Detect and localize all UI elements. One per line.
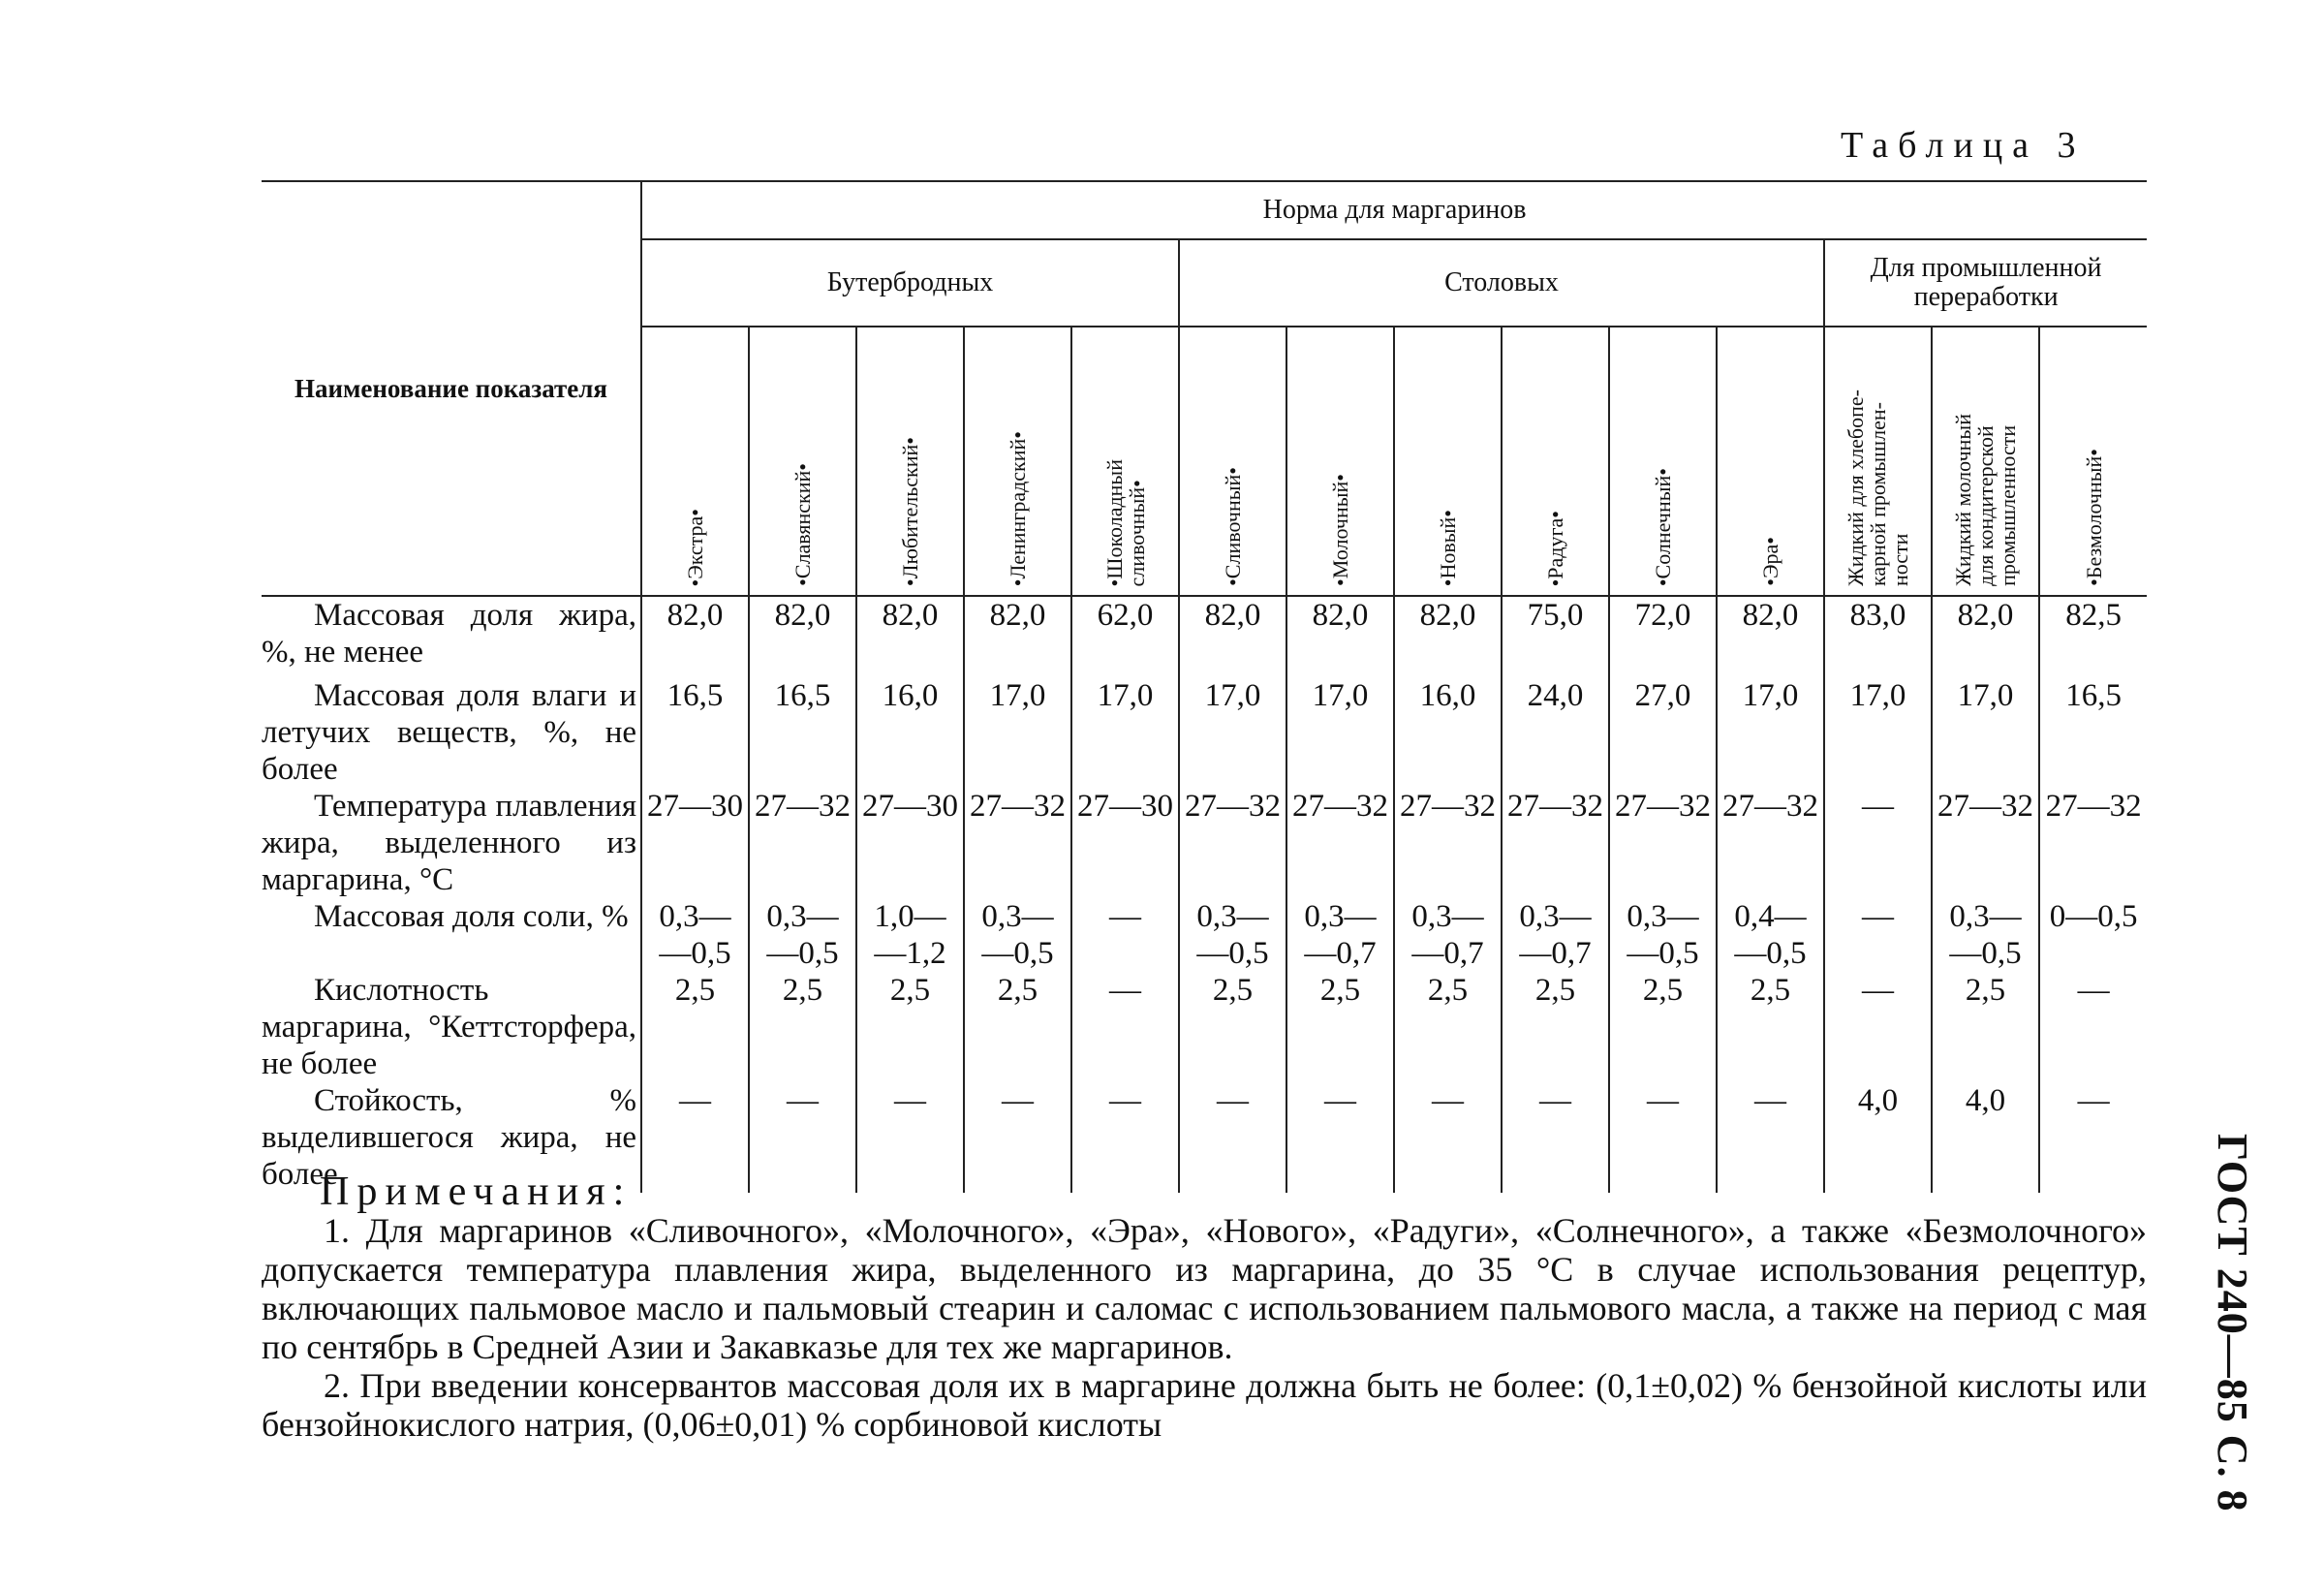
variety-label: •Любительский• — [898, 436, 922, 586]
table-cell: 2,5 — [1502, 972, 1609, 1082]
table-cell: 4,0 — [1824, 1082, 1932, 1193]
table-cell: — — [1394, 1082, 1502, 1193]
table-cell: 75,0 — [1502, 596, 1609, 677]
table-cell: — — [856, 1082, 964, 1193]
variety-header-confectionery-liquid — [1932, 327, 2039, 596]
table-cell: 24,0 — [1502, 677, 1609, 788]
variety-label: •Эра• — [1758, 537, 1782, 586]
group-industrial-header: Для промышленной переработки — [1824, 239, 2147, 327]
table-cell: — — [1502, 1082, 1609, 1193]
table-cell: 16,5 — [641, 677, 749, 788]
table-cell: 0,4— —0,5 — [1717, 898, 1824, 972]
table-cell: 82,0 — [1394, 596, 1502, 677]
table-cell: 0,3— —0,7 — [1502, 898, 1609, 972]
table-cell: 0,3— —0,7 — [1286, 898, 1394, 972]
variety-label: •Новый• — [1436, 509, 1460, 586]
table-cell: 72,0 — [1609, 596, 1717, 677]
table-cell: 2,5 — [856, 972, 964, 1082]
table-cell: 82,0 — [1286, 596, 1394, 677]
variety-label: •Молочный• — [1328, 474, 1352, 586]
table-cell: 27—30 — [641, 788, 749, 898]
document-reference: ГОСТ 240—85 С. 8 — [2209, 1134, 2256, 1512]
variety-label: •Шоколадный сливочный• — [1101, 458, 1149, 586]
row-parameter-name: Кислотность маргарина, °Кеттсторфера, не более — [262, 973, 636, 1081]
table-cell: 27—32 — [1609, 788, 1717, 898]
table-cell: 82,0 — [1717, 596, 1824, 677]
table-cell: 27—32 — [1286, 788, 1394, 898]
table-cell: — — [1824, 898, 1932, 972]
table-row — [262, 596, 2147, 677]
table-cell: 2,5 — [1717, 972, 1824, 1082]
group-sandwich-header: Бутербродных — [641, 239, 1179, 327]
table-cell: 17,0 — [1824, 677, 1932, 788]
variety-header-shokoladny — [1071, 327, 1179, 596]
table-cell: — — [749, 1082, 856, 1193]
table-cell: 2,5 — [641, 972, 749, 1082]
table-cell: 83,0 — [1824, 596, 1932, 677]
table-cell: 17,0 — [1179, 677, 1286, 788]
table-cell: 27—32 — [1502, 788, 1609, 898]
table-row — [262, 677, 2147, 788]
variety-label: Жидкий для хлебопе- карной промышлен- ности — [1844, 389, 1912, 586]
table-cell: 0,3— —0,5 — [641, 898, 749, 972]
variety-header-solnechny — [1609, 327, 1717, 596]
variety-header-bakery-liquid — [1824, 327, 1932, 596]
notes-title: Примечания: — [320, 1169, 633, 1214]
param-column-header: Наименование показателя — [262, 181, 641, 596]
table-cell: 27—30 — [856, 788, 964, 898]
variety-header-era — [1717, 327, 1824, 596]
table-cell: 82,0 — [641, 596, 749, 677]
row-parameter-name: Массовая доля жира, %, не менее — [262, 596, 641, 677]
notes-section — [262, 1169, 2147, 1444]
group-table-header: Столовых — [1179, 239, 1824, 327]
variety-header-raduga — [1502, 327, 1609, 596]
table-cell: 16,5 — [2039, 677, 2147, 788]
table-row — [262, 788, 2147, 898]
table-cell: 82,0 — [1932, 596, 2039, 677]
table-cell: 0—0,5 — [2039, 898, 2147, 972]
variety-label: •Солнечный• — [1651, 467, 1675, 586]
variety-label: •Экстра• — [683, 508, 707, 586]
table-cell: 82,0 — [749, 596, 856, 677]
table-cell: 2,5 — [1286, 972, 1394, 1082]
table-cell: — — [1071, 898, 1179, 972]
table-cell: 27,0 — [1609, 677, 1717, 788]
table-cell: 27—32 — [749, 788, 856, 898]
table-cell: 82,0 — [964, 596, 1071, 677]
table-cell: — — [1071, 1082, 1179, 1193]
table-cell: 16,5 — [749, 677, 856, 788]
table-cell: 27—32 — [1179, 788, 1286, 898]
table-cell: 27—32 — [2039, 788, 2147, 898]
table-cell: 27—32 — [1717, 788, 1824, 898]
row-parameter-name: Температура плавления жира, выделенного из маргарина, °С — [262, 789, 636, 897]
table-cell: 17,0 — [1286, 677, 1394, 788]
table-cell: 2,5 — [1932, 972, 2039, 1082]
table-cell: 27—32 — [964, 788, 1071, 898]
row-parameter-name: Массовая доля соли, % — [314, 899, 629, 934]
table-cell: 0,3— —0,5 — [749, 898, 856, 972]
variety-header-molochny — [1286, 327, 1394, 596]
variety-label: •Сливочный• — [1221, 467, 1245, 586]
table-cell: 2,5 — [1609, 972, 1717, 1082]
table-cell: 62,0 — [1071, 596, 1179, 677]
spec-table-body — [262, 596, 2147, 1193]
table-cell: — — [1717, 1082, 1824, 1193]
table-cell: 2,5 — [1394, 972, 1502, 1082]
table-cell: — — [1609, 1082, 1717, 1193]
table-cell: 17,0 — [1071, 677, 1179, 788]
variety-header-slivochny — [1179, 327, 1286, 596]
table-cell: 17,0 — [964, 677, 1071, 788]
table-cell: — — [964, 1082, 1071, 1193]
table-cell: — — [2039, 972, 2147, 1082]
norm-header: Норма для маргаринов — [641, 181, 2147, 239]
table-cell: 27—32 — [1394, 788, 1502, 898]
table-cell: — — [1824, 972, 1932, 1082]
table-caption: Таблица 3 — [1841, 125, 2086, 166]
table-cell: — — [2039, 1082, 2147, 1193]
table-cell: 1,0— —1,2 — [856, 898, 964, 972]
note-item: 2. При введении консервантов массовая доля их в маргарине должна быть не более: (0,1±0,02) % бензойной кислоты или бензойнокислого натрия, (0,06±0,01) % сорбиновой кислоты — [262, 1366, 2147, 1444]
table-cell: 0,3— —0,7 — [1394, 898, 1502, 972]
table-cell: — — [1179, 1082, 1286, 1193]
table-cell: 0,3— —0,5 — [964, 898, 1071, 972]
table-cell: 0,3— —0,5 — [1932, 898, 2039, 972]
table-cell: 82,0 — [1179, 596, 1286, 677]
table-cell: 0,3— —0,5 — [1179, 898, 1286, 972]
variety-label: •Радуга• — [1543, 510, 1567, 586]
variety-label: •Безмолочный• — [2081, 449, 2106, 586]
variety-label: •Ленинградский• — [1006, 430, 1030, 586]
table-cell: 82,0 — [856, 596, 964, 677]
variety-label: Жидкий молочный для кондитерской промышленности — [1951, 414, 2020, 586]
variety-header-ekstra — [641, 327, 749, 596]
table-cell: 2,5 — [749, 972, 856, 1082]
variety-header-lyubitelsky — [856, 327, 964, 596]
table-cell: 27—30 — [1071, 788, 1179, 898]
row-parameter-name: Стойкость, % выделившегося жира, не более — [262, 1083, 636, 1192]
table-cell: — — [1824, 788, 1932, 898]
variety-header-novy — [1394, 327, 1502, 596]
table-cell: 2,5 — [964, 972, 1071, 1082]
table-cell: 16,0 — [1394, 677, 1502, 788]
table-cell: — — [1286, 1082, 1394, 1193]
table-row — [262, 898, 2147, 972]
variety-label: •Славянский• — [790, 463, 815, 586]
table-cell: 4,0 — [1932, 1082, 2039, 1193]
table-cell: — — [1071, 972, 1179, 1082]
variety-header-leningradsky — [964, 327, 1071, 596]
margarine-spec-table — [262, 180, 2147, 1193]
table-cell: 0,3— —0,5 — [1609, 898, 1717, 972]
table-cell: 16,0 — [856, 677, 964, 788]
table-cell: 82,5 — [2039, 596, 2147, 677]
row-parameter-name: Массовая доля влаги и летучих веществ, %, не более — [262, 678, 636, 787]
table-cell: 17,0 — [1932, 677, 2039, 788]
note-item: 1. Для маргаринов «Сливочного», «Молочного», «Эра», «Нового», «Радуги», «Солнечного», а также «Безмолочного» допускается температура плавления жира, выделенного из маргарина, до 35 °С в случае использования рецептур, включающих пальмовое масло и пальмовый стеарин и саломас с использованием пальмового масла, а также на период с мая по сентябрь в Средней Азии и Закавказье для тех же маргаринов. — [262, 1211, 2147, 1366]
table-cell: — — [641, 1082, 749, 1193]
table-cell: 27—32 — [1932, 788, 2039, 898]
table-cell: 17,0 — [1717, 677, 1824, 788]
table-cell: 2,5 — [1179, 972, 1286, 1082]
variety-header-slavyansky — [749, 327, 856, 596]
variety-header-bezmolochny — [2039, 327, 2147, 596]
table-row — [262, 972, 2147, 1082]
